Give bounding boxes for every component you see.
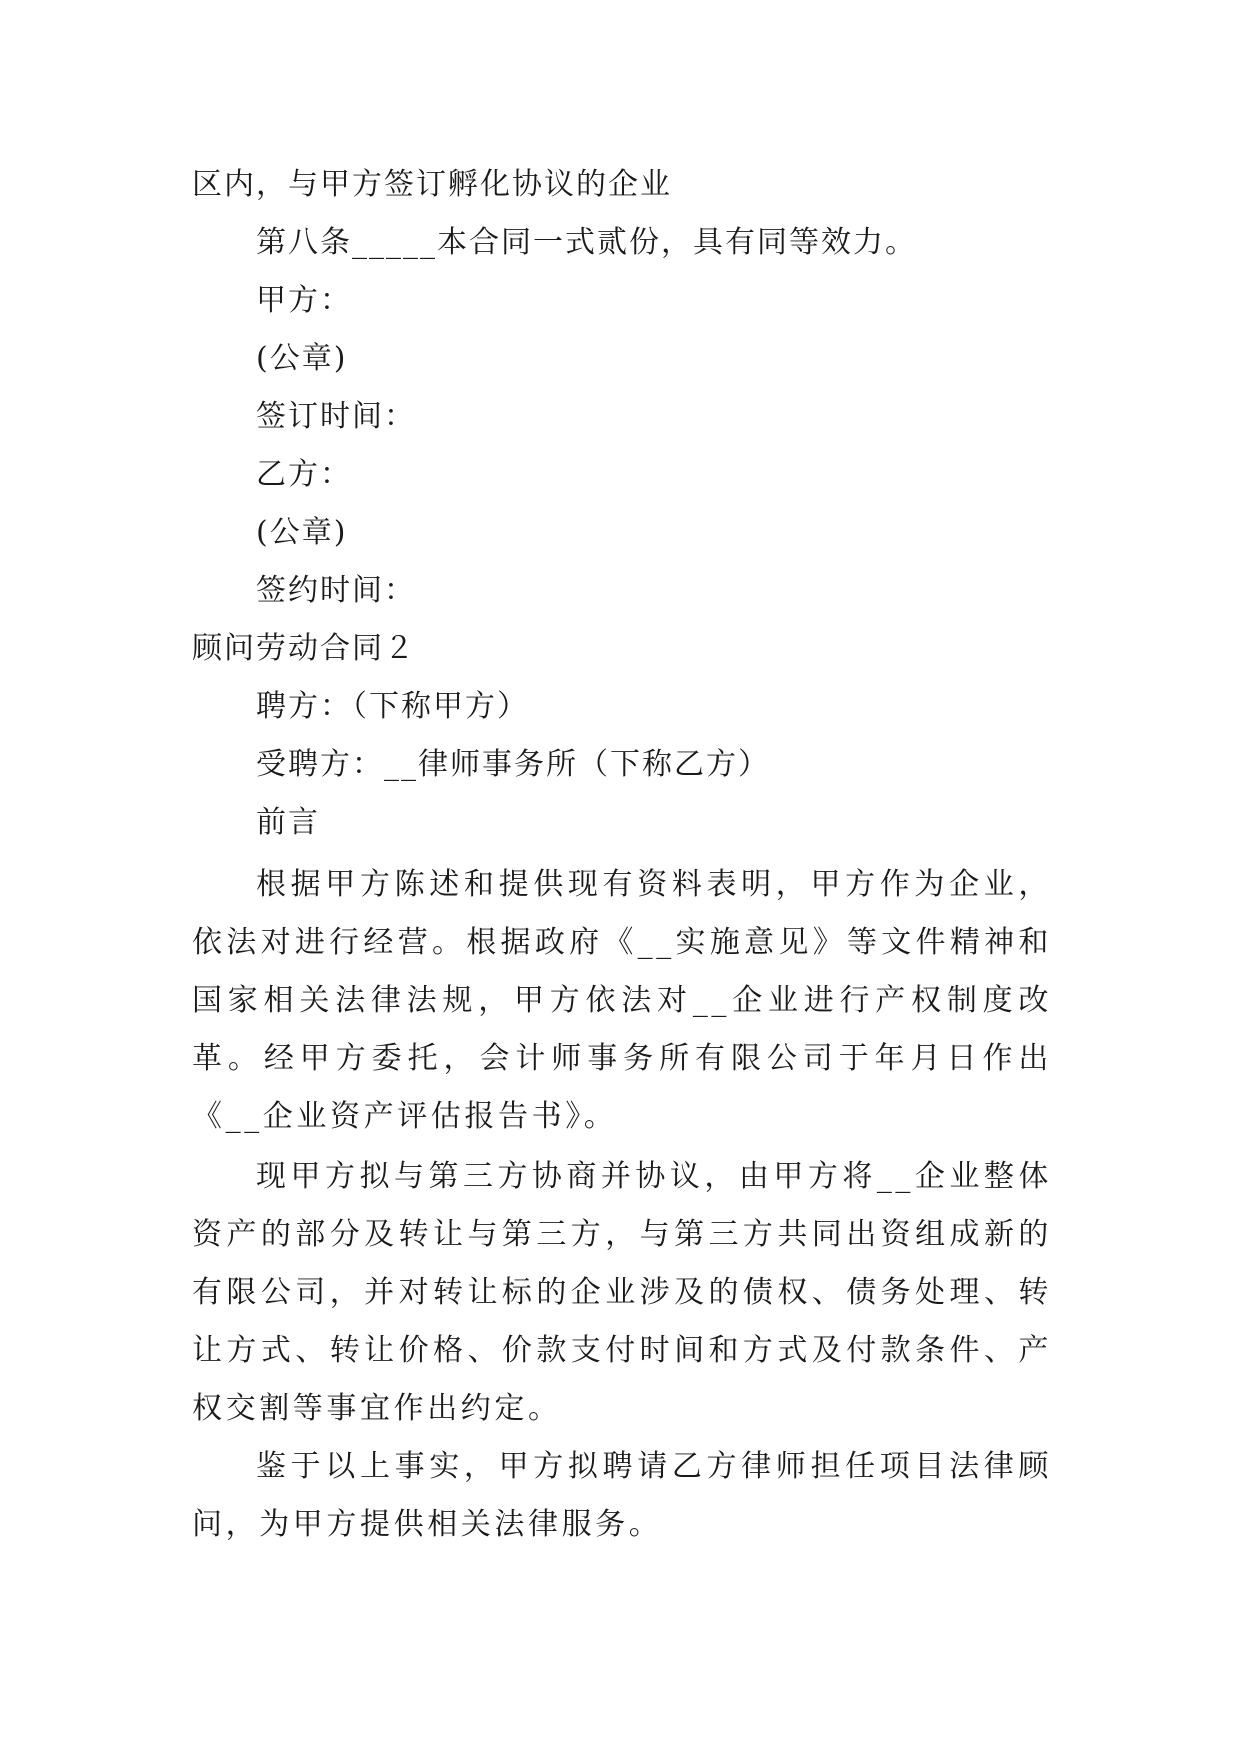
- employer-line: 聘方：（下称甲方）: [256, 689, 529, 724]
- continuation-line: 区内，与甲方签订孵化协议的企业: [192, 167, 672, 202]
- preface-heading: 前言: [256, 805, 320, 840]
- employee-line: 受聘方：__律师事务所（下称乙方）: [256, 747, 770, 782]
- article-8: 第八条_____本合同一式贰份，具有同等效力。: [256, 225, 917, 260]
- party-a-sign-time: 签订时间：: [256, 399, 416, 434]
- party-a-label: 甲方：: [256, 283, 352, 318]
- party-b-label: 乙方：: [256, 457, 352, 492]
- section-title: 顾问劳动合同２: [192, 631, 416, 666]
- paragraph-2: 现甲方拟与第三方协商并协议，由甲方将__企业整体资产的部分及转让与第三方，与第三方共同出资组成新的有限公司，并对转让标的企业涉及的债权、债务处理、转让方式、转让价格、价款支付时间和方式及付款条件、产权交割等事宜作出约定。: [192, 1159, 1052, 1426]
- party-b-seal: (公章): [256, 515, 348, 550]
- party-a-seal: (公章): [256, 341, 348, 376]
- paragraph-1: 根据甲方陈述和提供现有资料表明，甲方作为企业，依法对进行经营。根据政府《__实施意见》等文件精神和国家相关法律法规，甲方依法对__企业进行产权制度改革。经甲方委托，会计师事务所有限公司于年月日作出《__企业资产评估报告书》。: [192, 867, 1052, 1134]
- party-b-sign-time: 签约时间：: [256, 573, 416, 608]
- paragraph-3: 鉴于以上事实，甲方拟聘请乙方律师担任项目法律顾问，为甲方提供相关法律服务。: [192, 1449, 1052, 1542]
